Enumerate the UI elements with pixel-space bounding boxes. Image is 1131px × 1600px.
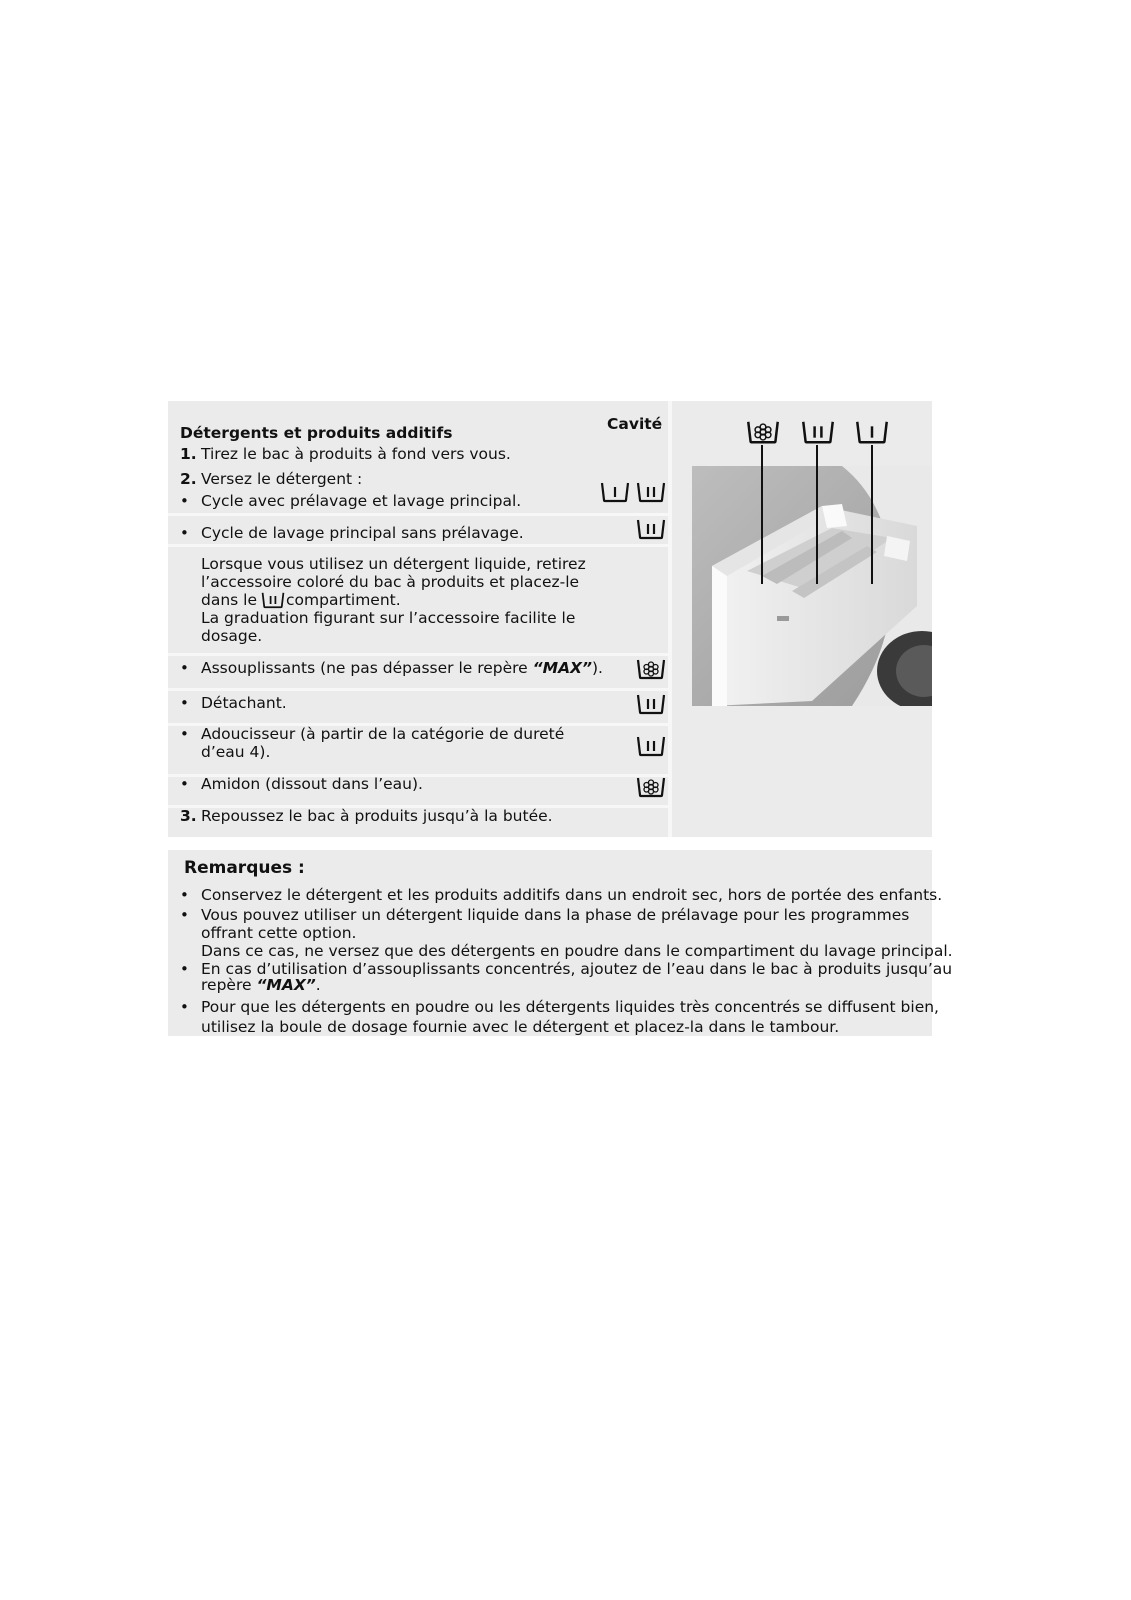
step-number: 3. [180, 807, 197, 825]
main-wash-icon [636, 693, 666, 715]
softener-icon [636, 658, 666, 680]
liquid-note-line: compartiment. [286, 591, 401, 609]
main-wash-icon [801, 419, 835, 445]
liquid-note-line: l’accessoire coloré du bac à produits et placez-le [201, 573, 580, 591]
softener-icon [636, 776, 666, 798]
column-separator [668, 401, 672, 837]
item-water-softener-cont: d’eau 4). [201, 743, 271, 761]
bullet: • [180, 694, 189, 712]
row-separator [168, 688, 668, 691]
remark-text: repère [201, 976, 257, 994]
leader-line [761, 445, 763, 467]
main-wash-icon [636, 518, 666, 540]
step-number: 1. [180, 445, 197, 463]
leader-line [816, 445, 818, 467]
row-separator [168, 513, 668, 516]
remark-text: . [315, 976, 321, 994]
column-header: Cavité [607, 415, 663, 433]
item-main-only: Cycle de lavage principal sans prélavage. [201, 524, 524, 542]
remark-line: En cas d’utilisation d’assouplissants concentrés, ajoutez de l’eau dans le bac à produits jusqu’au [201, 960, 953, 978]
main-wash-icon [636, 735, 666, 757]
prewash-icon [855, 419, 889, 445]
step-3-text: Repoussez le bac à produits jusqu’à la butée. [201, 807, 553, 825]
remark-line: Pour que les détergents en poudre ou les détergents liquides très concentrés se diffusent bien, [201, 998, 939, 1016]
item-water-softener: Adoucisseur (à partir de la catégorie de dureté [201, 725, 565, 743]
detergent-drawer-photo [692, 466, 932, 706]
remark-line [201, 976, 321, 994]
detergent-section [168, 401, 932, 837]
bullet: • [180, 659, 189, 677]
liquid-note-line: Lorsque vous utilisez un détergent liquide, retirez [201, 555, 586, 573]
bullet: • [180, 775, 189, 793]
remarks-title: Remarques : [184, 858, 305, 878]
item-softener [201, 659, 603, 677]
max-mark: “MAX” [532, 659, 592, 677]
bullet: • [180, 524, 189, 542]
liquid-note-line: La graduation figurant sur l’accessoire facilite le [201, 609, 576, 627]
liquid-note-line: dosage. [201, 627, 263, 645]
bullet: • [180, 960, 189, 978]
item-text: Assouplissants (ne pas dépasser le repère [201, 659, 533, 677]
bullet: • [180, 886, 189, 904]
main-wash-icon [636, 481, 666, 503]
main-wash-icon [261, 591, 285, 609]
step-1-text: Tirez le bac à produits à fond vers vous. [201, 445, 511, 463]
row-separator [168, 653, 668, 656]
remark-line: offrant cette option. [201, 924, 357, 942]
item-starch: Amidon (dissout dans l’eau). [201, 775, 423, 793]
remark-line: Conservez le détergent et les produits additifs dans un endroit sec, hors de portée des enfants. [201, 886, 943, 904]
bullet: • [180, 906, 189, 924]
remark-line: utilisez la boule de dosage fournie avec le détergent et placez-la dans le tambour. [201, 1018, 840, 1036]
bullet: • [180, 492, 189, 510]
remark-line: Dans ce cas, ne versez que des détergents en poudre dans le compartiment du lavage principal. [201, 942, 953, 960]
step-2-text: Versez le détergent : [201, 470, 363, 488]
item-text: ). [592, 659, 603, 677]
remarks-section [168, 850, 953, 1036]
item-prewash-main: Cycle avec prélavage et lavage principal. [201, 492, 522, 510]
prewash-icon [600, 481, 630, 503]
item-stain-remover: Détachant. [201, 694, 287, 712]
bullet: • [180, 998, 189, 1016]
leader-line [871, 445, 873, 467]
section-title: Détergents et produits additifs [180, 424, 453, 442]
row-separator [168, 544, 668, 547]
max-mark: “MAX” [256, 976, 316, 994]
step-number: 2. [180, 470, 197, 488]
liquid-note-line: dans le [201, 591, 258, 609]
remark-line: Vous pouvez utiliser un détergent liquide dans la phase de prélavage pour les programmes [201, 906, 910, 924]
bullet: • [180, 725, 189, 743]
softener-icon [746, 419, 780, 445]
